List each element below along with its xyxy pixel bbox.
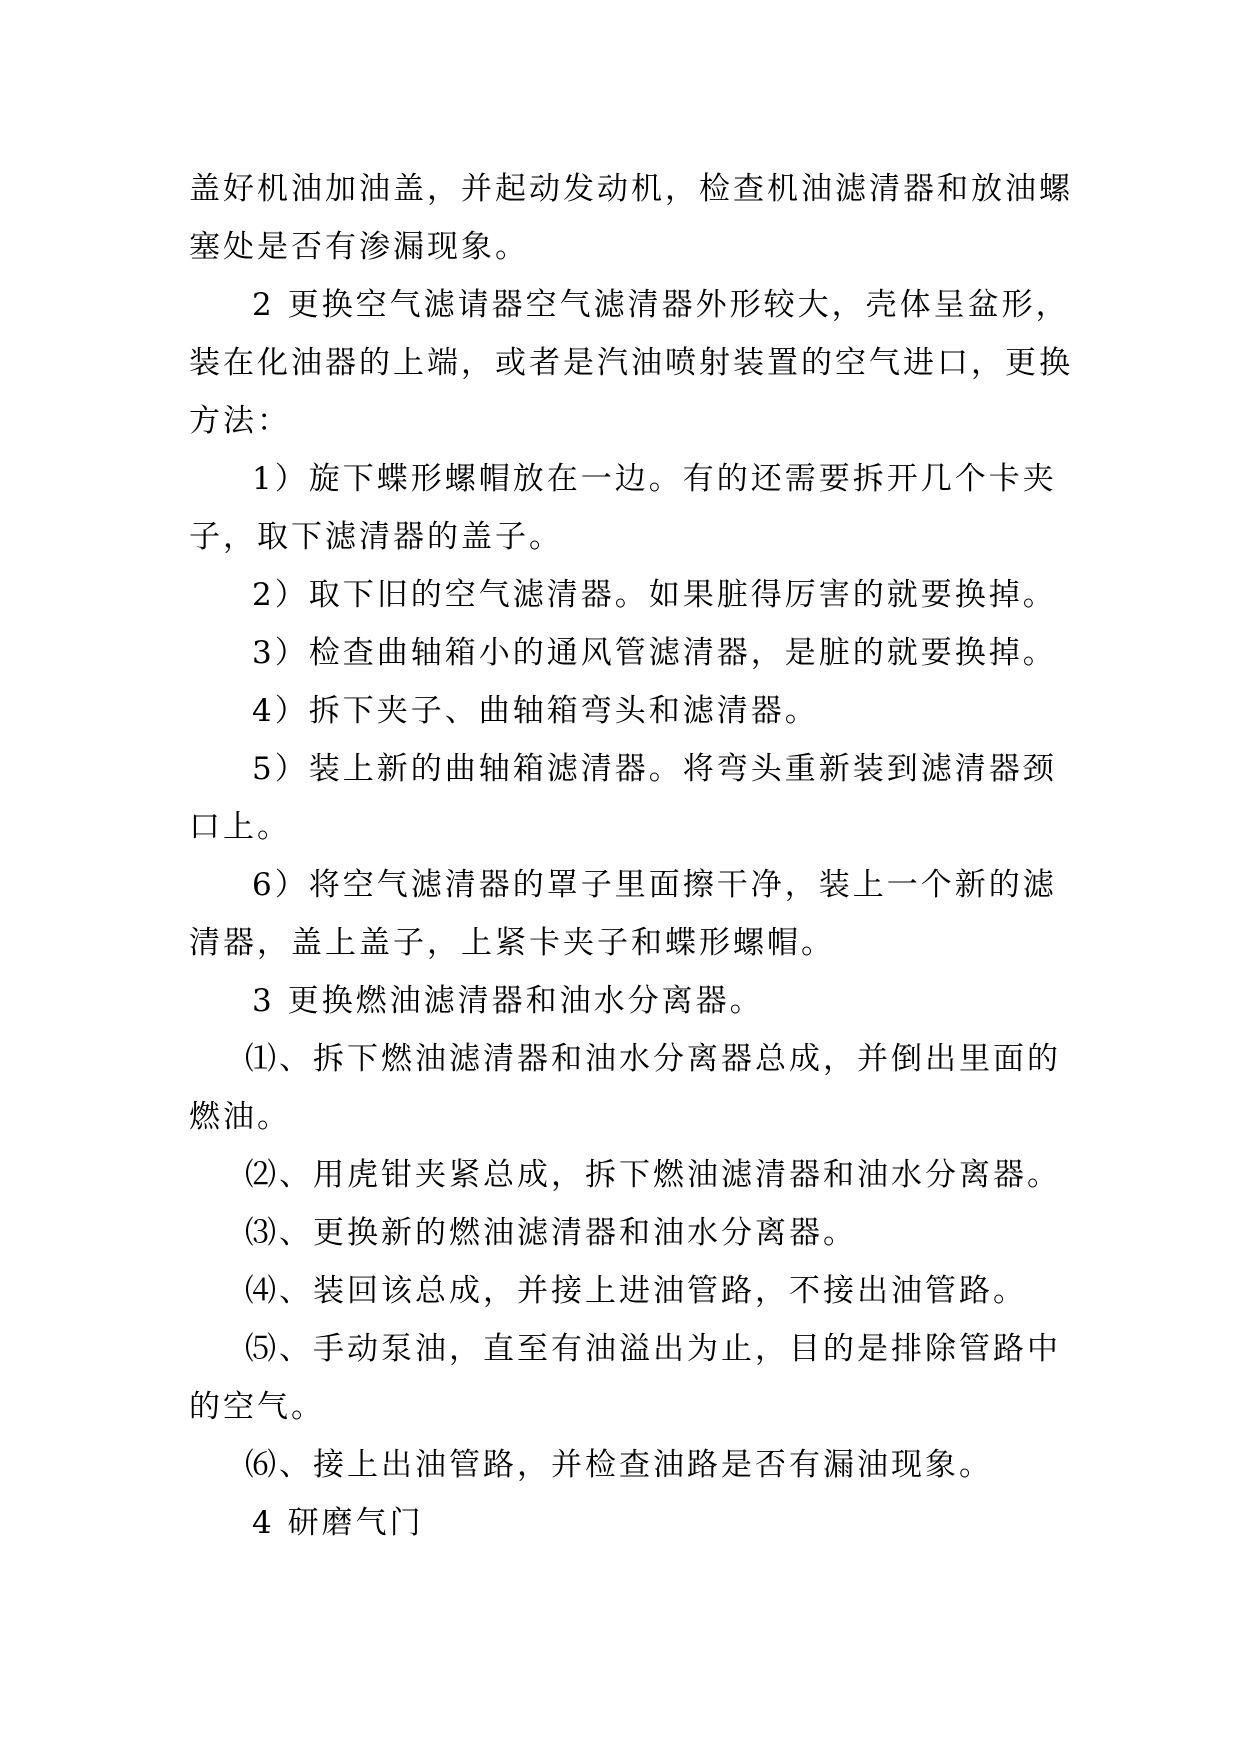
section-heading-fuel-filter: 3 更换燃油滤清器和油水分离器。 <box>252 983 764 1019</box>
step-item: ⑴、拆下燃油滤清器和油水分离器总成，并倒出里面的 <box>245 1041 1061 1077</box>
step-item: ⑶、更换新的燃油滤清器和油水分离器。 <box>245 1215 857 1251</box>
step-item: 1）旋下蝶形螺帽放在一边。有的还需要拆开几个卡夹 <box>252 461 1057 497</box>
step-item: ⑷、装回该总成，并接上进油管路，不接出油管路。 <box>245 1273 1027 1309</box>
text-line: 装在化油器的上端，或者是汽油喷射装置的空气进口，更换 <box>189 345 1073 381</box>
text-line: 盖好机油加油盖，并起动发动机，检查机油滤清器和放油螺 <box>189 171 1073 207</box>
text-line: 口上。 <box>189 809 291 845</box>
step-item: ⑹、接上出油管路，并检查油路是否有漏油现象。 <box>245 1447 993 1483</box>
text-line: 燃油。 <box>189 1099 291 1135</box>
text-line: 子，取下滤清器的盖子。 <box>189 519 563 555</box>
section-heading-air-filter: 2 更换空气滤请器空气滤清器外形较大，壳体呈盆形， <box>252 287 1070 323</box>
step-item: 4）拆下夹子、曲轴箱弯头和滤清器。 <box>252 693 819 729</box>
step-item: ⑵、用虎钳夹紧总成，拆下燃油滤清器和油水分离器。 <box>245 1157 1061 1193</box>
step-item: ⑸、手动泵油，直至有油溢出为止，目的是排除管路中 <box>245 1331 1061 1367</box>
step-item: 3）检查曲轴箱小的通风管滤清器，是脏的就要换掉。 <box>252 635 1057 671</box>
text-line: 塞处是否有渗漏现象。 <box>189 229 529 265</box>
document-body <box>189 160 1073 1552</box>
step-item: 2）取下旧的空气滤清器。如果脏得厉害的就要换掉。 <box>252 577 1057 613</box>
text-line: 方法： <box>189 403 291 439</box>
section-heading-valve-grinding: 4 研磨气门 <box>252 1505 424 1541</box>
step-item: 5）装上新的曲轴箱滤清器。将弯头重新装到滤清器颈 <box>252 751 1057 787</box>
text-line: 清器，盖上盖子，上紧卡夹子和蝶形螺帽。 <box>189 925 835 961</box>
step-item: 6）将空气滤清器的罩子里面擦干净，装上一个新的滤 <box>252 867 1057 903</box>
text-line: 的空气。 <box>189 1389 325 1425</box>
